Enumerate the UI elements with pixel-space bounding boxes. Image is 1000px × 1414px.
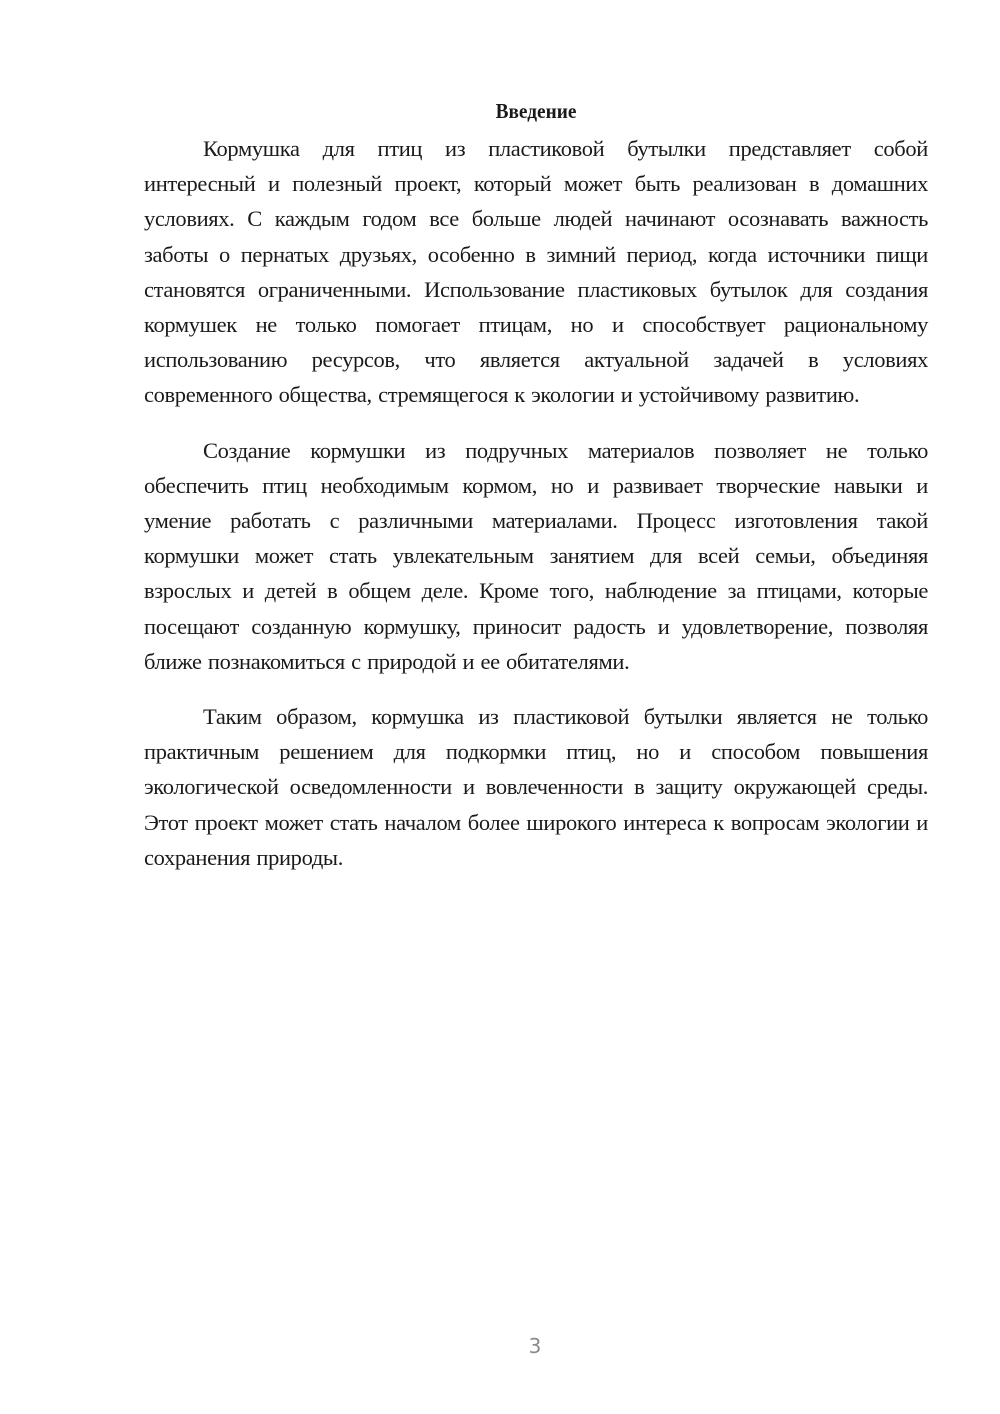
page-content bbox=[144, 96, 928, 895]
paragraph-1: Кормушка для птиц из пластиковой бутылки представляет собой интересный и полезный проект, который может быть реализован в домашних условиях. С каждым годом все больше людей начинают осознавать важность заботы о пернатых друзьях, особенно в зимний период, когда источники пищи становятся ограниченными. Использование пластиковых бутылок для создания кормушек не только помогает птицам, но и способствует рациональному использованию ресурсов, что является актуальной задачей в условиях современного общества, стремящегося к экологии и устойчивому развитию. bbox=[144, 136, 928, 408]
paragraph-3: Таким образом, кормушка из пластиковой бутылки является не только практичным решением для подкормки птиц, но и способом повышения экологической осведомленности и вовлеченности в защиту окружающей среды. Этот проект может стать началом более широкого интереса к вопросам экологии и сохранения природы. bbox=[144, 704, 928, 870]
paragraph-2: Создание кормушки из подручных материалов позволяет не только обеспечить птиц необходимым кормом, но и развивает творческие навыки и умение работать с различными материалами. Процесс изготовления такой кормушки может стать увлекательным занятием для всей семьи, объединяя взрослых и детей в общем деле. Кроме того, наблюдение за птицами, которые посещают созданную кормушку, приносит радость и удовлетворение, позволяя ближе познакомиться с природой и ее обитателями. bbox=[144, 437, 928, 674]
page-number: 3 bbox=[528, 1334, 542, 1358]
section-title: Введение bbox=[495, 99, 577, 123]
